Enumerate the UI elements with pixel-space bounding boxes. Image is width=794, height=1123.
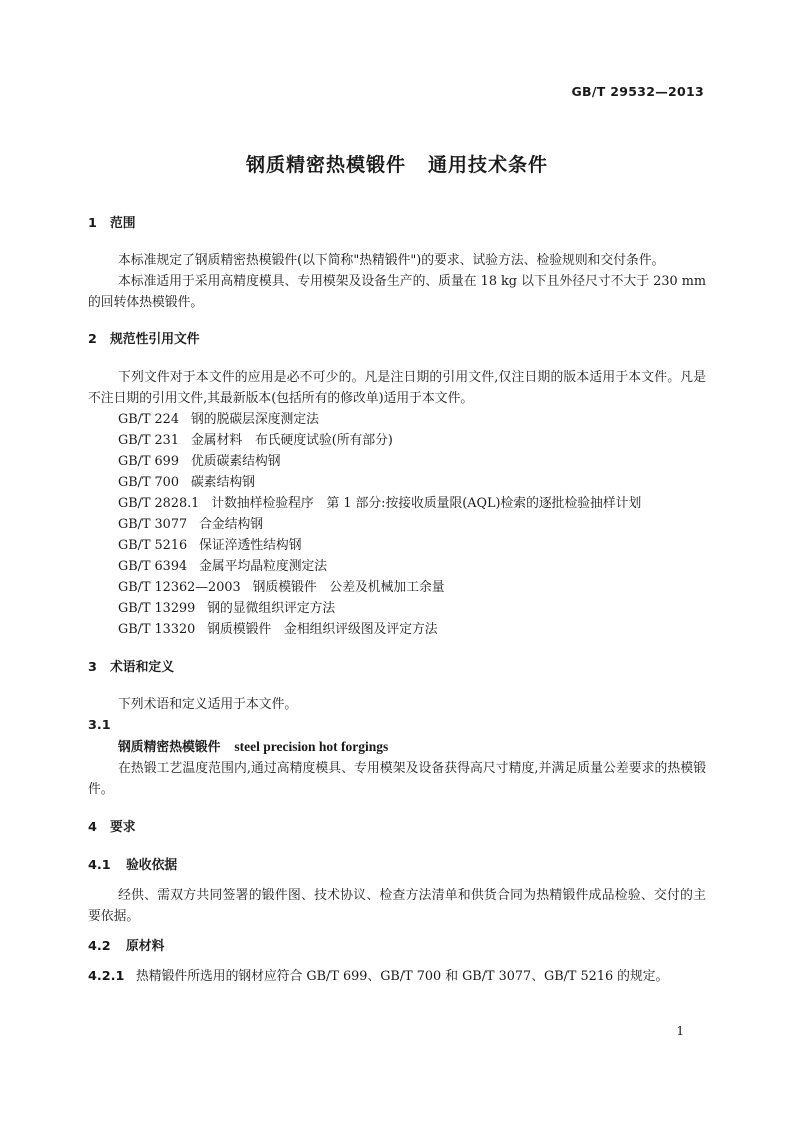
ref-code: GB/T 699: [118, 454, 179, 469]
subsection-title: 原材料: [126, 939, 165, 954]
document-title: [0, 150, 794, 177]
section-4-heading: [88, 817, 706, 838]
section-1-heading: [88, 213, 706, 234]
reference-item: [88, 514, 706, 535]
ref-code: GB/T 13320: [118, 622, 196, 637]
ref-name: 合金结构钢: [199, 517, 264, 532]
title-part-1: 钢质精密热模锻件: [245, 154, 406, 176]
paragraph: 下列术语和定义适用于本文件。: [118, 697, 298, 712]
section-number: 4: [88, 820, 97, 835]
ref-name: 钢质模锻件 公差及机械加工余量: [252, 580, 445, 595]
reference-item: [88, 535, 706, 556]
ref-code: GB/T 3077: [118, 517, 188, 532]
paragraph: 下列文件对于本文件的应用是必不可少的。凡是注日期的引用文件,仅注日期的版本适用于本文件。凡是不注日期的引用文件,其最新版本(包括所有的修改单)适用于本文件。: [88, 370, 706, 406]
subsection-number: 4.2: [88, 939, 111, 954]
ref-name: 钢质模锻件 金相组织评级图及评定方法: [207, 622, 438, 637]
ref-code: GB/T 5216: [118, 538, 188, 553]
reference-item: [88, 598, 706, 619]
reference-item: [88, 409, 706, 430]
subsection-number: 4.1: [88, 858, 111, 873]
ref-name: 碳素结构钢: [190, 475, 255, 490]
section-number: 2: [88, 332, 97, 347]
paragraph: 本标准规定了钢质精密热模锻件(以下简称"热精锻件")的要求、试验方法、检验规则和交付条件。: [118, 253, 665, 268]
ref-name: 金属材料 布氏硬度试验(所有部分): [190, 433, 393, 448]
term-english: steel precision hot forgings: [234, 739, 389, 754]
ref-code: GB/T 6394: [118, 559, 188, 574]
clause-number: 4.2.1: [88, 969, 125, 984]
term-chinese: 钢质精密热模锻件: [118, 740, 221, 755]
subsection-4-2-heading: [88, 936, 706, 957]
ref-name: 钢的显微组织评定方法: [207, 601, 336, 616]
section-number: 1: [88, 216, 97, 231]
reference-item: [88, 493, 706, 514]
reference-item: [88, 577, 706, 598]
title-part-2: 通用技术条件: [428, 154, 549, 176]
standard-number: GB/T 29532—2013: [571, 84, 704, 99]
reference-item: [88, 430, 706, 451]
document-body: [88, 213, 706, 987]
ref-code: GB/T 231: [118, 433, 179, 448]
section-2-heading: [88, 329, 706, 350]
clause-text: 热精锻件所选用的钢材应符合 GB/T 699、GB/T 700 和 GB/T 3077、GB/T 5216 的规定。: [136, 969, 669, 984]
section-number: 3: [88, 660, 97, 675]
paragraph: 经供、需双方共同签署的锻件图、技术协议、检查方法清单和供货合同为热精锻件成品检验、交付的主要依据。: [88, 888, 706, 924]
section-title: 规范性引用文件: [110, 332, 200, 347]
ref-code: GB/T 2828.1: [118, 496, 200, 511]
reference-item: [88, 472, 706, 493]
reference-item: [88, 556, 706, 577]
term-number: 3.1: [88, 718, 111, 733]
ref-code: GB/T 12362—2003: [118, 580, 241, 595]
section-title: 术语和定义: [110, 660, 174, 675]
ref-name: 计数抽样检验程序 第 1 部分:按接收质量限(AQL)检索的逐批检验抽样计划: [211, 496, 642, 511]
section-3-heading: [88, 657, 706, 678]
ref-code: GB/T 224: [118, 412, 179, 427]
reference-item: [88, 619, 706, 640]
term-definition: 在热锻工艺温度范围内,通过高精度模具、专用模架及设备获得高尺寸精度,并满足质量公差要求的热模锻件。: [88, 761, 706, 797]
ref-name: 金属平均晶粒度测定法: [199, 559, 328, 574]
reference-list: [88, 409, 706, 640]
section-title: 范围: [110, 216, 136, 231]
term-entry: [88, 736, 706, 758]
ref-name: 钢的脱碳层深度测定法: [190, 412, 319, 427]
paragraph: 本标准适用于采用高精度模具、专用模架及设备生产的、质量在 18 kg 以下且外径尺寸不大于 230 mm 的回转体热模锻件。: [88, 274, 706, 310]
clause-4-2-1: [88, 966, 706, 987]
ref-name: 保证淬透性结构钢: [199, 538, 302, 553]
ref-code: GB/T 700: [118, 475, 179, 490]
subsection-4-1-heading: [88, 855, 706, 876]
reference-item: [88, 451, 706, 472]
section-title: 要求: [110, 820, 136, 835]
page-number: 1: [676, 1024, 684, 1038]
ref-name: 优质碳素结构钢: [190, 454, 281, 469]
subsection-title: 验收依据: [126, 858, 178, 873]
ref-code: GB/T 13299: [118, 601, 196, 616]
